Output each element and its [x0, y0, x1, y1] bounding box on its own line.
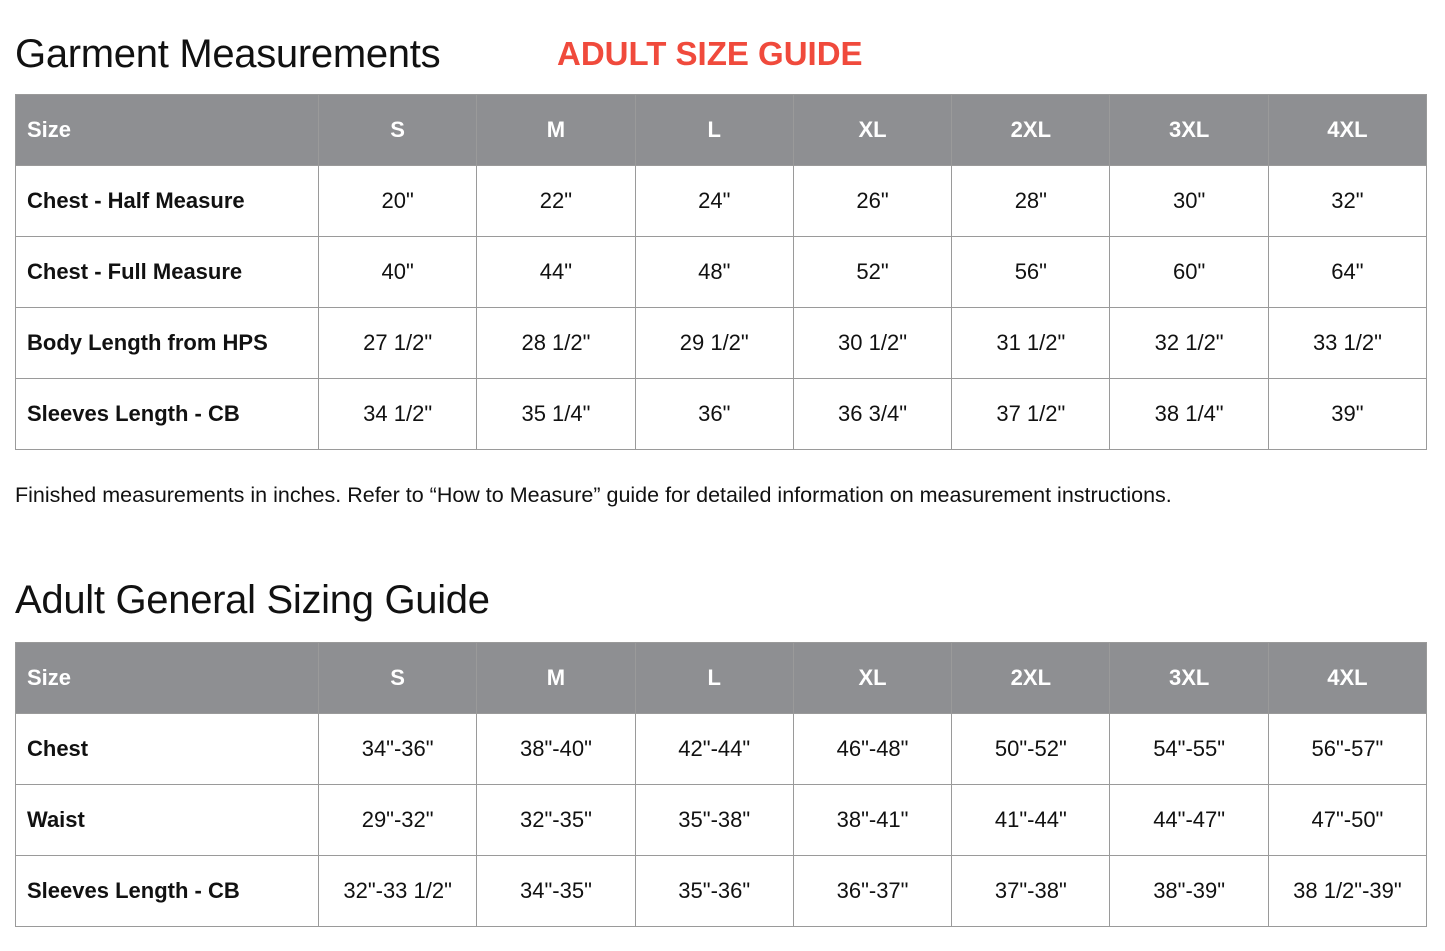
header-cell: L	[635, 95, 793, 166]
row-label: Chest	[16, 714, 319, 785]
table-cell: 38 1/4"	[1110, 379, 1268, 450]
header-cell: Size	[16, 95, 319, 166]
table-cell: 47"-50"	[1268, 785, 1426, 856]
table-cell: 32"	[1268, 166, 1426, 237]
table-cell: 32"-33 1/2"	[319, 856, 477, 927]
row-label: Body Length from HPS	[16, 308, 319, 379]
header-cell: 3XL	[1110, 643, 1268, 714]
adult-size-guide-label: ADULT SIZE GUIDE	[557, 35, 863, 72]
header-cell: L	[635, 643, 793, 714]
table-cell: 38"-39"	[1110, 856, 1268, 927]
table-header-row	[16, 643, 1427, 714]
garment-measurements-table	[15, 94, 1427, 450]
table-cell: 36"-37"	[793, 856, 951, 927]
table-cell: 36 3/4"	[793, 379, 951, 450]
table-cell: 37"-38"	[952, 856, 1110, 927]
table-cell: 26"	[793, 166, 951, 237]
row-label: Waist	[16, 785, 319, 856]
table-cell: 50"-52"	[952, 714, 1110, 785]
table-cell: 38 1/2"-39"	[1268, 856, 1426, 927]
table-cell: 56"-57"	[1268, 714, 1426, 785]
header-cell: Size	[16, 643, 319, 714]
measurement-note: Finished measurements in inches. Refer to “How to Measure” guide for detailed information on measurement instructions.	[15, 483, 1172, 507]
table-cell: 33 1/2"	[1268, 308, 1426, 379]
header-cell: XL	[793, 95, 951, 166]
table-cell: 28 1/2"	[477, 308, 635, 379]
table-cell: 30"	[1110, 166, 1268, 237]
header-cell: S	[319, 643, 477, 714]
table-cell: 31 1/2"	[952, 308, 1110, 379]
header-cell: 4XL	[1268, 95, 1426, 166]
header-cell: 2XL	[952, 643, 1110, 714]
header-cell: 2XL	[952, 95, 1110, 166]
table-cell: 39"	[1268, 379, 1426, 450]
row-label: Sleeves Length - CB	[16, 379, 319, 450]
table-cell: 34"-35"	[477, 856, 635, 927]
row-label: Chest - Full Measure	[16, 237, 319, 308]
table-cell: 35"-36"	[635, 856, 793, 927]
table-cell: 22"	[477, 166, 635, 237]
table-cell: 24"	[635, 166, 793, 237]
table-cell: 44"	[477, 237, 635, 308]
table-cell: 27 1/2"	[319, 308, 477, 379]
table-cell: 35 1/4"	[477, 379, 635, 450]
table-cell: 30 1/2"	[793, 308, 951, 379]
header-cell: M	[477, 643, 635, 714]
table-cell: 44"-47"	[1110, 785, 1268, 856]
table-cell: 37 1/2"	[952, 379, 1110, 450]
header-cell: 4XL	[1268, 643, 1426, 714]
table-cell: 46"-48"	[793, 714, 951, 785]
table-cell: 41"-44"	[952, 785, 1110, 856]
row-label: Sleeves Length - CB	[16, 856, 319, 927]
table-row	[16, 308, 1427, 379]
general-sizing-title: Adult General Sizing Guide	[15, 578, 490, 622]
table-row	[16, 714, 1427, 785]
table-cell: 20"	[319, 166, 477, 237]
table-cell: 52"	[793, 237, 951, 308]
table-row	[16, 237, 1427, 308]
table-cell: 48"	[635, 237, 793, 308]
general-sizing-table	[15, 642, 1427, 927]
table-cell: 32"-35"	[477, 785, 635, 856]
table-cell: 54"-55"	[1110, 714, 1268, 785]
table-cell: 60"	[1110, 237, 1268, 308]
table-cell: 29"-32"	[319, 785, 477, 856]
table-cell: 35"-38"	[635, 785, 793, 856]
table-cell: 42"-44"	[635, 714, 793, 785]
table-row	[16, 166, 1427, 237]
table-cell: 38"-40"	[477, 714, 635, 785]
table-cell: 34 1/2"	[319, 379, 477, 450]
table-cell: 38"-41"	[793, 785, 951, 856]
table-cell: 40"	[319, 237, 477, 308]
table-cell: 36"	[635, 379, 793, 450]
table-header-row	[16, 95, 1427, 166]
header-cell: S	[319, 95, 477, 166]
table-cell: 29 1/2"	[635, 308, 793, 379]
table-cell: 56"	[952, 237, 1110, 308]
table-row	[16, 785, 1427, 856]
header-cell: XL	[793, 643, 951, 714]
garment-measurements-title: Garment Measurements	[15, 32, 441, 76]
table-cell: 64"	[1268, 237, 1426, 308]
table-cell: 32 1/2"	[1110, 308, 1268, 379]
table-cell: 34"-36"	[319, 714, 477, 785]
row-label: Chest - Half Measure	[16, 166, 319, 237]
header-cell: 3XL	[1110, 95, 1268, 166]
table-row	[16, 379, 1427, 450]
table-cell: 28"	[952, 166, 1110, 237]
table-row	[16, 856, 1427, 927]
header-cell: M	[477, 95, 635, 166]
